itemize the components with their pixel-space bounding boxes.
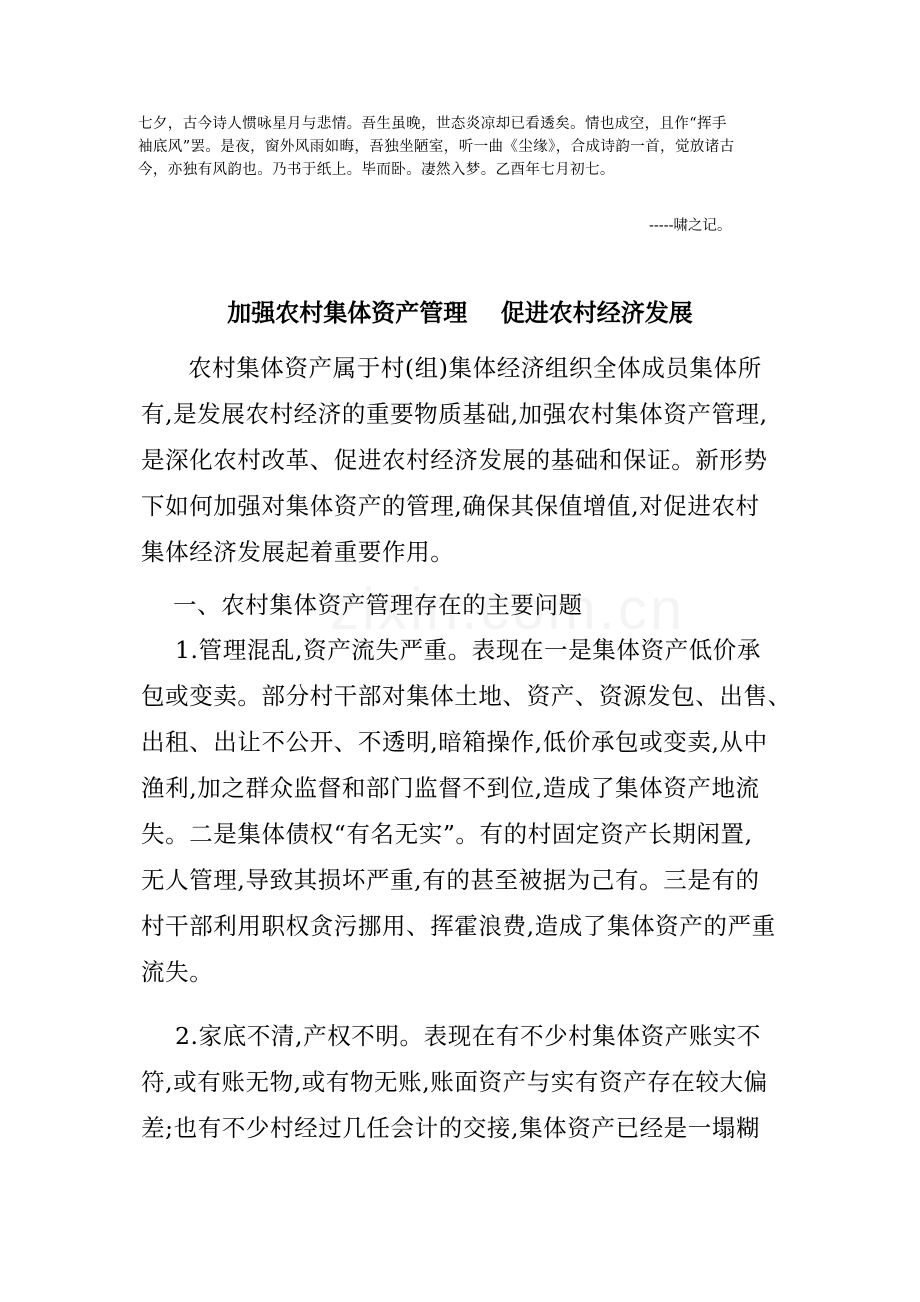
paragraph-line: 差;也有不少村经过几任会计的交接,集体资产已经是一塌糊	[141, 1114, 761, 1142]
paragraph-line: 集体经济发展起着重要作用。	[141, 538, 455, 566]
paragraph-line: 渔利,加之群众监督和部门监督不到位,造成了集体资产地流	[141, 774, 760, 802]
paragraph-problem-2	[141, 1013, 791, 1151]
paragraph-line: 有,是发展农村经济的重要物质基础,加强农村集体资产管理,	[141, 400, 768, 428]
paragraph-line: 流失。	[141, 958, 214, 986]
article-title: 加强农村集体资产管理 促进农村经济发展	[227, 298, 693, 327]
paragraph-line: 下如何加强对集体资产的管理,确保其保值增值,对促进农村	[141, 492, 760, 520]
intro-line: 袖底风”罢。是夜，窗外风雨如晦，吾独坐陋室，听一曲《尘缘》，合成诗韵一首，觉放诸古	[138, 139, 735, 155]
paragraph-line: 村干部利用职权贪污挪用、挥霍浪费,造成了集体资产的严重	[141, 912, 776, 940]
paragraph-intro	[141, 345, 791, 575]
paragraph-line: 失。二是集体债权“有名无实”。有的村固定资产长期闲置,	[141, 820, 753, 848]
signature: -----啸之记。	[649, 218, 732, 234]
paragraph-problem-1	[141, 627, 791, 995]
paragraph-line: 是深化农村改革、促进农村经济发展的基础和保证。新形势	[141, 446, 768, 474]
paragraph-line: 2.家底不清,产权不明。表现在有不少村集体资产账实不	[175, 1022, 761, 1050]
intro-line: 今，亦独有风韵也。乃书于纸上。毕而卧。凄然入梦。乙酉年七月初七。	[138, 162, 615, 178]
intro-note	[138, 113, 788, 182]
paragraph-line: 无人管理,导致其损坏严重,有的甚至被据为己有。三是有的	[141, 866, 760, 894]
section-heading	[141, 582, 791, 628]
paragraph-line: 1.管理混乱,资产流失严重。表现在一是集体资产低价承	[175, 636, 761, 664]
paragraph-line: 出租、出让不公开、不透明,暗箱操作,低价承包或变卖,从中	[141, 728, 768, 756]
section-heading-text: 一、农村集体资产管理存在的主要问题	[173, 591, 583, 619]
paragraph-line: 符,或有账无物,或有物无账,账面资产与实有资产存在较大偏	[141, 1068, 768, 1096]
paragraph-line: 包或变卖。部分村干部对集体土地、资产、资源发包、出售、	[141, 682, 792, 710]
intro-line: 七夕，古今诗人惯咏星月与悲情。吾生虽晚，世态炎凉却已看透矣。情也成空，且作“挥手	[138, 116, 727, 132]
paragraph-line: 农村集体资产属于村(组)集体经济组织全体成员集体所	[188, 354, 762, 382]
